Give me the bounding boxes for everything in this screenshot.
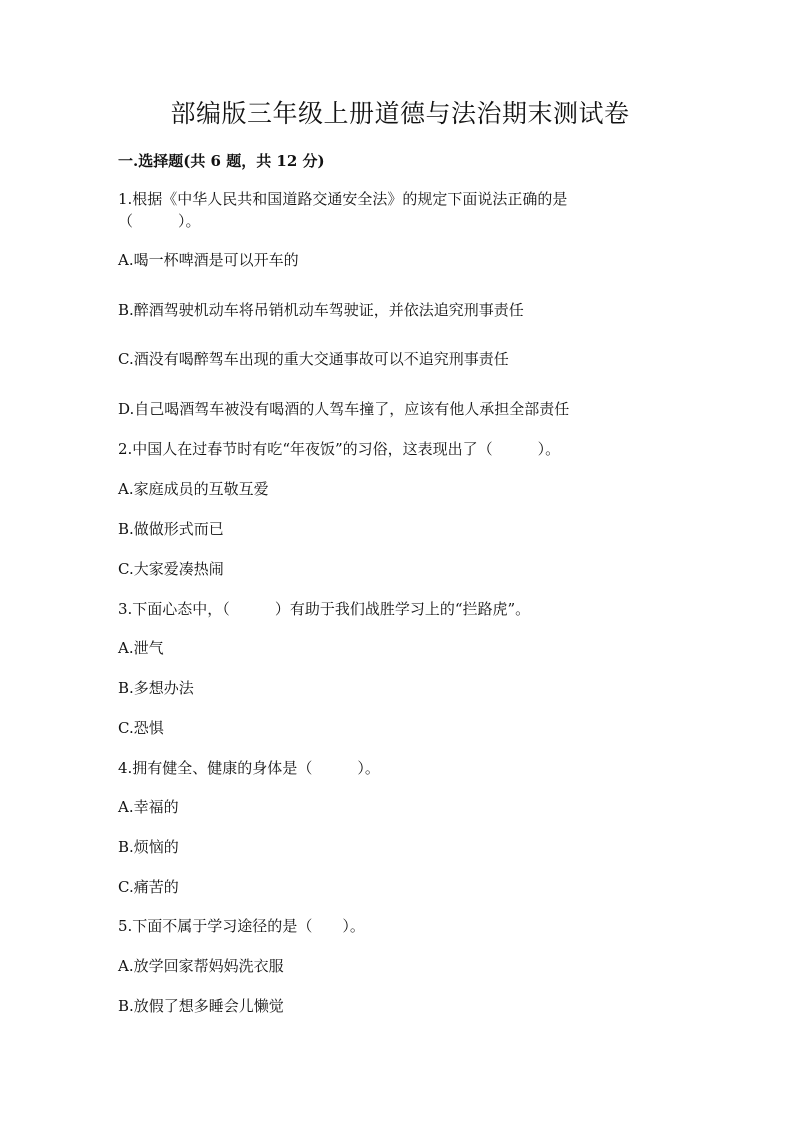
question-5-stem: 5.下面不属于学习途径的是（ ）。 <box>118 917 365 935</box>
question-1-option-c: C.酒没有喝醉驾车出现的重大交通事故可以不追究刑事责任 <box>118 350 509 368</box>
question-2-option-c: C.大家爱凑热闹 <box>118 560 224 578</box>
question-5-option-a: A.放学回家帮妈妈洗衣服 <box>118 957 284 975</box>
section-header: 一.选择题(共 6 题，共 12 分) <box>118 152 325 170</box>
question-1-stem: 1.根据《中华人民共和国道路交通安全法》的规定下面说法正确的是 <box>118 190 568 208</box>
question-2-option-a: A.家庭成员的互敬互爱 <box>118 480 269 498</box>
question-4-stem: 4.拥有健全、健康的身体是（ ）。 <box>118 759 380 777</box>
question-1-option-d: D.自己喝酒驾车被没有喝酒的人驾车撞了，应该有他人承担全部责任 <box>118 400 570 418</box>
question-1-option-a: A.喝一杯啤酒是可以开车的 <box>118 251 299 269</box>
question-1-option-b: B.醉酒驾驶机动车将吊销机动车驾驶证，并依法追究刑事责任 <box>118 301 524 319</box>
question-3-stem: 3.下面心态中，（ ）有助于我们战胜学习上的“拦路虎”。 <box>118 600 531 618</box>
question-3-option-b: B.多想办法 <box>118 679 194 697</box>
question-3-option-c: C.恐惧 <box>118 719 164 737</box>
question-1-stem-continued: （ ）。 <box>118 212 201 230</box>
question-5-option-b: B.放假了想多睡会儿懒觉 <box>118 997 284 1015</box>
question-2-stem: 2.中国人在过春节时有吃“年夜饭”的习俗，这表现出了（ ）。 <box>118 440 561 458</box>
question-3-option-a: A.泄气 <box>118 639 164 657</box>
question-4-option-a: A.幸福的 <box>118 798 179 816</box>
document-title: 部编版三年级上册道德与法治期末测试卷 <box>170 99 630 128</box>
question-2-option-b: B.做做形式而已 <box>118 520 224 538</box>
question-4-option-c: C.痛苦的 <box>118 878 179 896</box>
question-4-option-b: B.烦恼的 <box>118 838 179 856</box>
